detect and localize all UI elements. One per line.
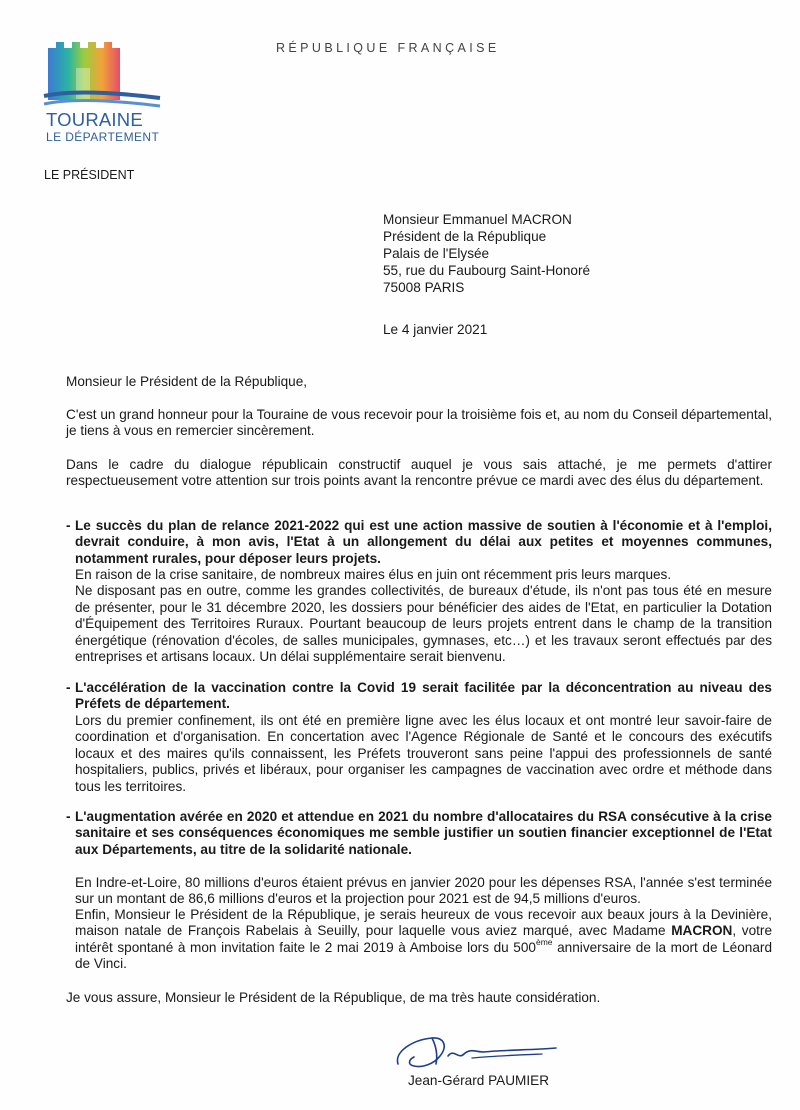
invitation-name: MACRON (671, 923, 733, 939)
letter-date: Le 4 janvier 2021 (383, 322, 488, 337)
recipient-line: Président de la République (383, 229, 547, 244)
invitation-paragraph (75, 907, 772, 973)
sender-title: LE PRÉSIDENT (44, 168, 135, 182)
bullet-body (75, 875, 772, 908)
bullet-body (75, 713, 772, 795)
bullet-heading: L'augmentation avérée en 2020 et attendue en 2021 du nombre d'allocataires du RSA consécutive à la crise sanitaire et ses conséquences économiques me semble justifier un soutien financier exceptionnel de l'Etat aux Départements, au titre de la solidarité nationale. (75, 809, 772, 857)
logo-subtitle: LE DÉPARTEMENT (46, 130, 160, 144)
republic-heading: RÉPUBLIQUE FRANÇAISE (276, 41, 500, 55)
recipient-line: 75008 PARIS (383, 280, 465, 295)
bullet-body-paragraph: Lors du premier confinement, ils ont été en première ligne avec les élus locaux et ont montré leur savoir-faire de coordination et d'organisation. En concertation avec l'Agence Régionale de Santé et le concours des exécutifs locaux et des maires qu'ils connaissent, les Préfets trouveront sans peine l'appui des professionnels de santé hospitaliers, publics, privés et libéraux, pour organiser les campagnes de vaccination avec ordre et méthode dans tous les territoires. (75, 713, 772, 794)
bullet-body-paragraph: Ne disposant pas en outre, comme les grandes collectivités, de bureaux d'étude, ils n'ont pas tous été en mesure de présenter, pour le 31 décembre 2020, les dossiers pour bénéficier des aides de l'Etat, en particulier la Dotation d'Équipement des Territoires Ruraux. Pourtant beaucoup de leurs projets entrent dans le champ de la transition énergétique (rénovation d'écoles, de salles municipales, gymnases, etc…) et les travaux seront effectués par des entreprises et artisans locaux. Un délai supplémentaire serait bienvenu. (75, 583, 772, 665)
recipient-line: Palais de l'Elysée (383, 246, 490, 261)
intro-paragraph: C'est un grand honneur pour la Touraine de vous recevoir pour la troisième fois et, au nom du Conseil départemental, je tiens à vous en remercier sincèrement. (66, 407, 772, 439)
ordinal-superscript: ème (535, 937, 553, 948)
bullet-body (75, 567, 772, 665)
bullet-heading: L'accélération de la vaccination contre la Covid 19 serait facilitée par la déconcentration au niveau des Préfets de département. (75, 680, 772, 712)
context-paragraph: Dans le cadre du dialogue républicain constructif auquel je vous sais attaché, je me permets d'attirer respectueusement votre attention sur trois points avant la rencontre prévue ce mardi avec des élus du département. (66, 457, 772, 489)
bullet-body-paragraph: En raison de la crise sanitaire, de nombreux maires élus en juin ont récemment pris leurs marques. (75, 567, 672, 582)
bullet-body-paragraph: En Indre-et-Loire, 80 millions d'euros étaient prévus en janvier 2020 pour les dépenses RSA, l'année s'est terminée sur un montant de 86,6 millions d'euros et la projection pour 2021 est de 94,5 millions d'euros. (75, 875, 772, 907)
logo-wordmark: TOURAINE (46, 109, 143, 130)
closing-formula: Je vous assure, Monsieur le Président de la République, de ma très haute considération. (66, 990, 601, 1005)
recipient-line: Monsieur Emmanuel MACRON (383, 212, 572, 227)
castle-rainbow-icon (40, 38, 170, 118)
recipient-address (383, 211, 590, 296)
bullet-dash: - (66, 680, 71, 695)
invitation-text: , votre intérêt spontané à mon invitation faite le 2 mai 2019 à Amboise lors du 500 (75, 923, 773, 955)
invitation-text: anniversaire de la mort de Léonard de Vinci. (75, 939, 772, 972)
signatory-name: Jean-Gérard PAUMIER (408, 1073, 550, 1088)
invitation-text: Enfin, Monsieur le Président de la République, je serais heureux de vous recevoir aux beaux jours à la Devinière, maison natale de François Rabelais à Seuilly, pour laquelle vous aviez marqué, avec Madame (75, 907, 772, 939)
handwritten-signature (392, 1030, 562, 1078)
bullet-dash: - (66, 809, 71, 824)
bullet-dash: - (66, 518, 71, 533)
signature-icon (392, 1030, 562, 1078)
bullet-heading: Le succès du plan de relance 2021-2022 qui est une action massive de soutien à l'économie et à l'emploi, devrait conduire, à mon avis, l'Etat à un allongement du délai aux petites et moyennes communes, notamment rurales, pour déposer leurs projets. (75, 518, 772, 566)
recipient-line: 55, rue du Faubourg Saint-Honoré (383, 263, 591, 278)
salutation: Monsieur le Président de la République, (66, 374, 308, 389)
